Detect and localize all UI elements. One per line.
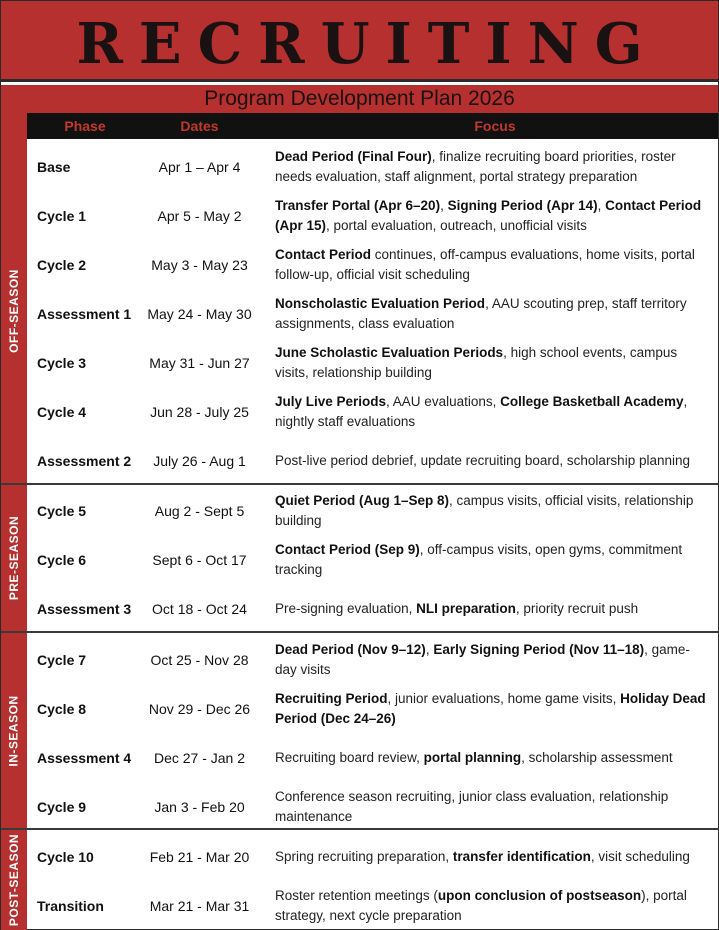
season-label-pre-season: PRE-SEASON: [7, 515, 22, 601]
focus-highlight: July Live Periods: [275, 394, 387, 409]
focus-cell: [275, 847, 711, 867]
focus-text: Roster retention meetings (: [275, 888, 438, 903]
focus-text: , portal evaluation, outreach, unofficial visits: [326, 218, 587, 233]
table-row: [27, 786, 718, 828]
season-label-post-season: POST-SEASON: [7, 833, 21, 927]
dates-cell: May 31 - Jun 27: [149, 355, 250, 371]
focus-highlight: College Basketball Academy: [500, 394, 684, 409]
dates-cell: May 3 - May 23: [151, 257, 248, 273]
focus-highlight: Nonscholastic Evaluation Period: [275, 296, 486, 311]
focus-cell: [275, 787, 711, 827]
phase-cell: Cycle 9: [37, 799, 87, 815]
focus-text: , campus visits, official visits, relationship building: [275, 493, 694, 528]
phase-cell: Base: [37, 159, 71, 175]
table-row: [27, 885, 718, 927]
season-divider: [1, 483, 718, 485]
focus-text: , off-campus visits, open gyms, commitment tracking: [275, 542, 683, 577]
phase-cell: Cycle 2: [37, 257, 87, 273]
focus-text: , visit scheduling: [590, 849, 690, 864]
focus-text: Recruiting board review,: [275, 750, 424, 765]
focus-highlight: June Scholastic Evaluation Periods: [275, 345, 504, 360]
phase-cell: Assessment 1: [37, 306, 132, 322]
phase-cell: Transition: [37, 898, 104, 914]
focus-cell: [275, 392, 711, 432]
focus-text: Pre-signing evaluation,: [275, 601, 417, 616]
dates-cell: Nov 29 - Dec 26: [148, 701, 251, 717]
focus-cell: [275, 491, 711, 531]
focus-text: , priority recruit push: [515, 601, 639, 616]
focus-text: , scholarship assessment: [521, 750, 673, 765]
focus-cell: [275, 689, 711, 729]
table-row: [27, 836, 718, 878]
phase-cell: Cycle 5: [37, 503, 87, 519]
focus-text: , game-day visits: [275, 642, 690, 677]
phase-cell: Cycle 8: [37, 701, 87, 717]
focus-highlight: Recruiting Period: [275, 691, 388, 706]
column-header-phase: Phase: [64, 118, 106, 134]
focus-cell: [275, 294, 711, 334]
focus-highlight: portal planning: [423, 750, 522, 765]
focus-text: , AAU scouting prep, staff territory assignments, class evaluation: [275, 296, 687, 331]
table-row: [27, 440, 718, 482]
table-header: [27, 113, 718, 139]
dates-cell: Mar 21 - Mar 31: [149, 898, 250, 914]
focus-highlight: Transfer Portal (Apr 6–20): [275, 198, 441, 213]
focus-highlight: Holiday Dead Period (Dec 24–26): [275, 691, 706, 726]
focus-cell: [275, 451, 711, 471]
dates-cell: Jan 3 - Feb 20: [154, 799, 245, 815]
phase-cell: Assessment 4: [37, 750, 132, 766]
table-row: [27, 688, 718, 730]
season-divider: [1, 631, 718, 633]
season-label-in-season: IN-SEASON: [7, 694, 21, 767]
focus-text: , high school events, campus visits, relationship building: [275, 345, 678, 380]
focus-highlight: Dead Period (Final Four): [275, 149, 432, 164]
dates-cell: Oct 18 - Oct 24: [152, 601, 247, 617]
focus-text: Conference season recruiting, junior class evaluation, relationship maintenance: [275, 789, 669, 824]
focus-text: ,: [597, 198, 606, 213]
table-row: [27, 342, 718, 384]
dates-cell: Jun 28 - July 25: [150, 404, 249, 420]
focus-cell: [275, 147, 711, 187]
focus-text: ,: [425, 642, 434, 657]
dates-cell: Oct 25 - Nov 28: [150, 652, 249, 668]
focus-cell: [275, 245, 711, 285]
focus-highlight: Contact Period: [275, 247, 372, 262]
focus-text: , nightly staff evaluations: [275, 394, 688, 429]
table-row: [27, 391, 718, 433]
phase-cell: Cycle 4: [37, 404, 87, 420]
focus-text: continues, off-campus evaluations, home visits, portal follow-up, official visit scheduling: [275, 247, 695, 282]
phase-cell: Assessment 2: [37, 453, 132, 469]
column-header-focus: Focus: [474, 118, 516, 134]
focus-highlight: Quiet Period (Aug 1–Sep 8): [275, 493, 450, 508]
focus-highlight: Contact Period (Sep 9): [275, 542, 420, 557]
phase-cell: Cycle 3: [37, 355, 87, 371]
phase-cell: Cycle 6: [37, 552, 87, 568]
focus-text: Post-live period debrief, update recruiting board, scholarship planning: [275, 453, 690, 468]
focus-text: , AAU evaluations,: [386, 394, 501, 409]
phase-cell: Cycle 10: [37, 849, 94, 865]
table-row: [27, 195, 718, 237]
season-label-off-season: OFF-SEASON: [7, 269, 22, 353]
focus-cell: [275, 748, 711, 768]
season-divider: [1, 828, 718, 830]
phase-cell: Cycle 1: [37, 208, 87, 224]
focus-text: ,: [440, 198, 448, 213]
table-row: [27, 244, 718, 286]
page-title: RECRUITING: [76, 11, 659, 77]
table-row: [27, 539, 718, 581]
dates-cell: Feb 21 - Mar 20: [149, 849, 250, 865]
dates-cell: Apr 1 – Apr 4: [158, 159, 241, 175]
table-row: [27, 737, 718, 779]
table-row: [27, 293, 718, 335]
dates-cell: Apr 5 - May 2: [157, 208, 242, 224]
dates-cell: Sept 6 - Oct 17: [152, 552, 247, 568]
focus-highlight: Signing Period (Apr 14): [447, 198, 598, 213]
dates-cell: July 26 - Aug 1: [153, 453, 246, 469]
phase-cell: Assessment 3: [37, 601, 132, 617]
table-row: [27, 146, 718, 188]
table-row: [27, 639, 718, 681]
focus-text: , finalize recruiting board priorities, roster needs evaluation, staff alignment, portal strategy preparation: [275, 149, 676, 184]
focus-cell: [275, 886, 711, 926]
focus-cell: [275, 196, 711, 236]
dates-cell: Aug 2 - Sept 5: [154, 503, 245, 519]
focus-cell: [275, 540, 711, 580]
focus-highlight: Contact Period (Apr 15): [275, 198, 702, 233]
dates-cell: Dec 27 - Jan 2: [153, 750, 246, 766]
focus-cell: [275, 640, 711, 680]
page-subtitle: Program Development Plan 2026: [204, 87, 515, 110]
phase-cell: Cycle 7: [37, 652, 87, 668]
focus-cell: [275, 343, 711, 383]
focus-text: ), portal strategy, next cycle preparation: [275, 888, 687, 923]
focus-highlight: Dead Period (Nov 9–12): [275, 642, 426, 657]
dates-cell: May 24 - May 30: [147, 306, 252, 322]
focus-cell: [275, 599, 711, 619]
focus-highlight: NLI preparation: [416, 601, 516, 616]
table-row: [27, 490, 718, 532]
table-row: [27, 588, 718, 630]
column-header-dates: Dates: [180, 118, 219, 134]
focus-highlight: transfer identification: [452, 849, 591, 864]
focus-highlight: upon conclusion of postseason: [437, 888, 642, 903]
focus-text: Spring recruiting preparation,: [275, 849, 453, 864]
subtitle-banner: [1, 85, 718, 113]
focus-highlight: Early Signing Period (Nov 11–18): [433, 642, 645, 657]
title-banner: [1, 1, 718, 82]
focus-text: , junior evaluations, home game visits,: [387, 691, 621, 706]
